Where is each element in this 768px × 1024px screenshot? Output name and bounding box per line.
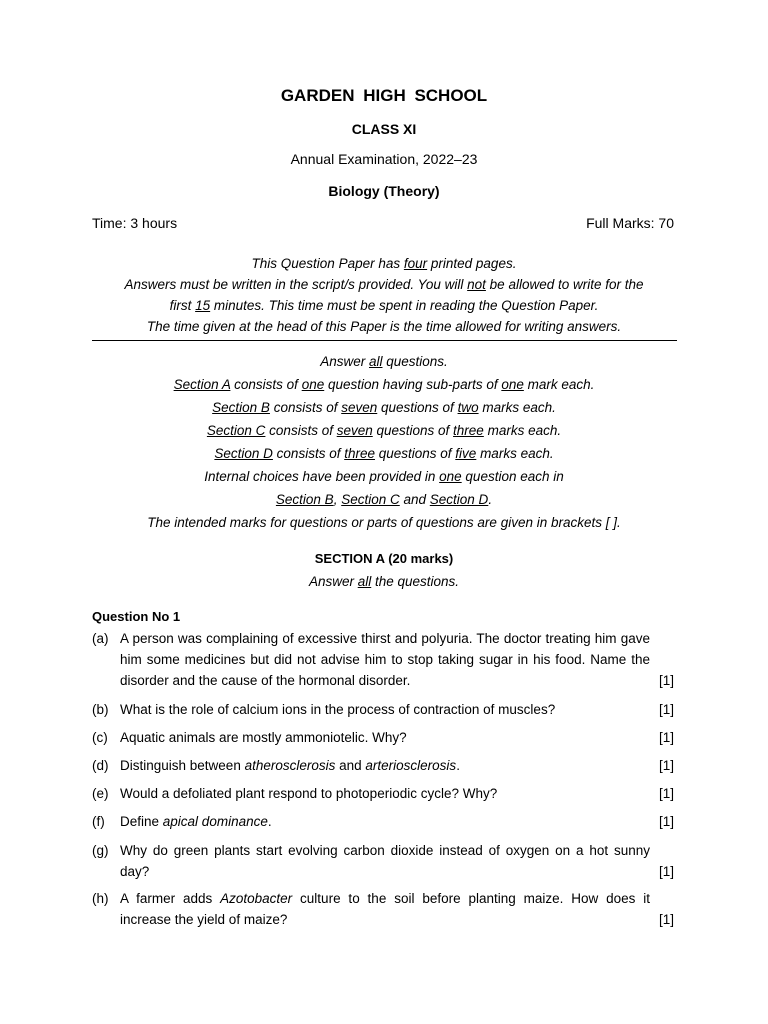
instruction-line: Section B, Section C and Section D. [275,492,493,507]
part-text: What is the role of calcium ions in the process of contraction of muscles? [120,702,556,717]
part-label: (b) [92,702,109,717]
question-part [92,840,676,882]
question-part [92,811,676,832]
question-heading: Question No 1 [92,609,181,624]
part-text: Define apical dominance. [120,814,272,829]
question-part [92,727,676,748]
exam-title: Annual Examination, 2022–23 [290,151,478,167]
instruction-line: first 15 minutes. This time must be spent in reading the Question Paper. [169,298,599,313]
full-marks: Full Marks: 70 [586,215,674,231]
instruction-line: Section C consists of seven questions of three marks each. [206,423,562,438]
part-marks: [1] [658,730,674,745]
part-text: A farmer adds Azotobacter culture to the soil before planting maize. How does it increase the yield of maize? [120,891,650,927]
part-text: Would a defoliated plant respond to photoperiodic cycle? Why? [120,786,498,801]
instruction-line: Section A consists of one question having sub-parts of one mark each. [173,377,595,392]
instruction-line: Section D consists of three questions of five marks each. [214,446,554,461]
part-marks: [1] [658,912,674,927]
question-part [92,699,676,720]
subject-title: Biology (Theory) [328,183,440,199]
instruction-line: The intended marks for questions or parts of questions are given in brackets [ ]. [147,515,621,530]
question-part [92,755,676,776]
section-a-title: SECTION A (20 marks) [314,551,454,566]
part-marks: [1] [658,814,674,829]
part-marks: [1] [658,673,674,688]
part-label: (g) [92,843,109,858]
part-marks: [1] [658,758,674,773]
part-label: (e) [92,786,109,801]
part-text: Why do green plants start evolving carbon dioxide instead of oxygen on a hot sunny day? [120,843,650,879]
question-part [92,628,676,691]
part-text: A person was complaining of excessive thirst and polyuria. The doctor treating him gave him some medicines but did not advise him to stop taking sugar in his food. Name the disorder and the cause of the hormonal disorder. [120,631,650,688]
question-part [92,783,676,804]
part-marks: [1] [658,786,674,801]
part-label: (f) [92,814,105,829]
question-part [92,888,676,930]
part-text: Distinguish between atherosclerosis and arteriosclerosis. [120,758,460,773]
general-instructions [92,253,676,337]
instruction-line: The time given at the head of this Paper is the time allowed for writing answers. [146,319,622,334]
section-instructions [92,350,676,534]
time-allowed: Time: 3 hours [92,215,178,231]
part-label: (a) [92,631,109,646]
section-a-instruction: Answer all the questions. [308,574,460,589]
instruction-line: This Question Paper has four printed pages. [251,256,517,271]
part-text: Aquatic animals are mostly ammoniotelic. Why? [120,730,407,745]
part-label: (h) [92,891,109,906]
part-marks: [1] [658,864,674,879]
instruction-line: Section B consists of seven questions of two marks each. [212,400,556,415]
school-name: GARDEN HIGH SCHOOL [280,86,488,105]
divider-line [92,340,677,341]
class-title: CLASS XI [351,121,417,137]
instruction-line: Answers must be written in the script/s provided. You will not be allowed to write for the [124,277,644,292]
part-label: (d) [92,758,109,773]
instruction-line: Answer all questions. [320,354,448,369]
part-label: (c) [92,730,108,745]
part-marks: [1] [658,702,674,717]
instruction-line: Internal choices have been provided in one question each in [204,469,564,484]
